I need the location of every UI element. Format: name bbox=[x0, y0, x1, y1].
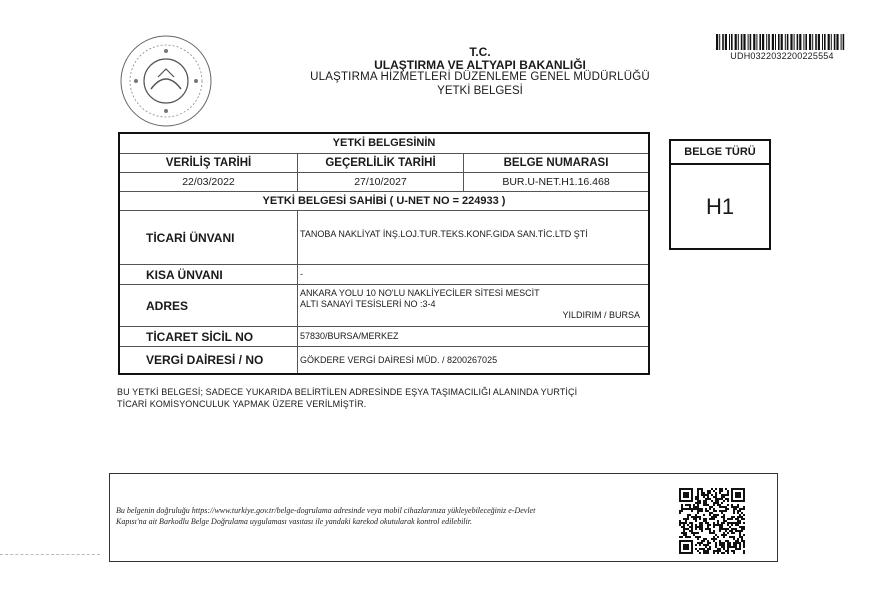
address-label: ADRES bbox=[120, 285, 298, 327]
document-type-box bbox=[669, 139, 771, 250]
header-tc: T.C. bbox=[469, 45, 491, 59]
barcode bbox=[716, 34, 846, 50]
verification-line-1: Bu belgenin doğruluğu https://www.turkiye.gov.tr/belge-dogrulama adresinde veya mobil cihazlarınıza yükleyebileceğiniz e-Devlet bbox=[116, 506, 536, 515]
notice-line-2: TİCARİ KOMİSYONCULUK YAPMAK ÜZERE VERİLMİŞTİR. bbox=[117, 399, 367, 409]
trade-name-value: TANOBA NAKLİYAT İNŞ.LOJ.TUR.TEKS.KONF.GIDA SAN.TİC.LTD ŞTİ bbox=[298, 211, 648, 265]
verification-line-2: Kapısı'na ait Barkodlu Belge Doğrulama uygulaması vasıtası ile yandaki karekod okutularak kontrol edilebilir. bbox=[116, 517, 472, 526]
validity-date-label: GEÇERLİLİK TARİHİ bbox=[298, 154, 464, 173]
trade-registry-label: TİCARET SİCİL NO bbox=[120, 327, 298, 347]
issue-date-value: 22/03/2022 bbox=[120, 173, 298, 192]
issue-date-label: VERİLİŞ TARİHİ bbox=[120, 154, 298, 173]
address-line-1: ANKARA YOLU 10 NO'LU NAKLİYECİLER SİTESİ MESCİT bbox=[300, 288, 540, 298]
header-document-type: YETKİ BELGESİ bbox=[437, 85, 523, 97]
scan-edge-line bbox=[0, 554, 100, 555]
barcode-number: UDH0322032200225554 bbox=[730, 51, 834, 61]
verification-text bbox=[116, 505, 656, 527]
short-name-value: - bbox=[298, 265, 648, 285]
certificate-number-label: BELGE NUMARASI bbox=[464, 154, 648, 173]
certificate-table bbox=[118, 132, 650, 375]
validity-date-value: 27/10/2027 bbox=[298, 173, 464, 192]
document-type-label: BELGE TÜRÜ bbox=[671, 141, 769, 165]
tax-office-value: GÖKDERE VERGİ DAİRESİ MÜD. / 8200267025 bbox=[300, 354, 498, 365]
document-type-value: H1 bbox=[705, 193, 735, 219]
tax-office-label: VERGİ DAİRESİ / NO bbox=[120, 347, 298, 373]
address-value bbox=[298, 285, 648, 327]
trade-name-label: TİCARİ ÜNVANI bbox=[120, 211, 298, 265]
address-line-2: ALTI SANAYİ TESİSLERİ NO :3-4 bbox=[300, 299, 436, 309]
header-ministry: ULAŞTIRMA VE ALTYAPI BAKANLIĞI bbox=[374, 58, 586, 72]
verification-footer bbox=[109, 473, 778, 562]
ministry-seal-logo bbox=[118, 33, 214, 129]
certificate-number-value: BUR.U-NET.H1.16.468 bbox=[464, 173, 648, 192]
certificate-holder-title: YETKİ BELGESİ SAHİBİ ( U-NET NO = 224933 ) bbox=[120, 192, 648, 211]
short-name-label: KISA ÜNVANI bbox=[120, 265, 298, 285]
certificate-section-title: YETKİ BELGESİNİN bbox=[120, 134, 648, 154]
validity-notice bbox=[117, 386, 657, 410]
header-directorate: ULAŞTIRMA HİZMETLERİ DÜZENLEME GENEL MÜDÜRLÜĞÜ bbox=[310, 71, 650, 83]
address-district: YILDIRIM / BURSA bbox=[562, 310, 640, 320]
qr-code bbox=[679, 488, 745, 554]
notice-line-1: BU YETKİ BELGESİ; SADECE YUKARIDA BELİRTİLEN ADRESİNDE EŞYA TAŞIMACILIĞI ALANINDA YURTİÇİ bbox=[117, 387, 578, 397]
trade-registry-value: 57830/BURSA/MERKEZ bbox=[298, 327, 648, 347]
